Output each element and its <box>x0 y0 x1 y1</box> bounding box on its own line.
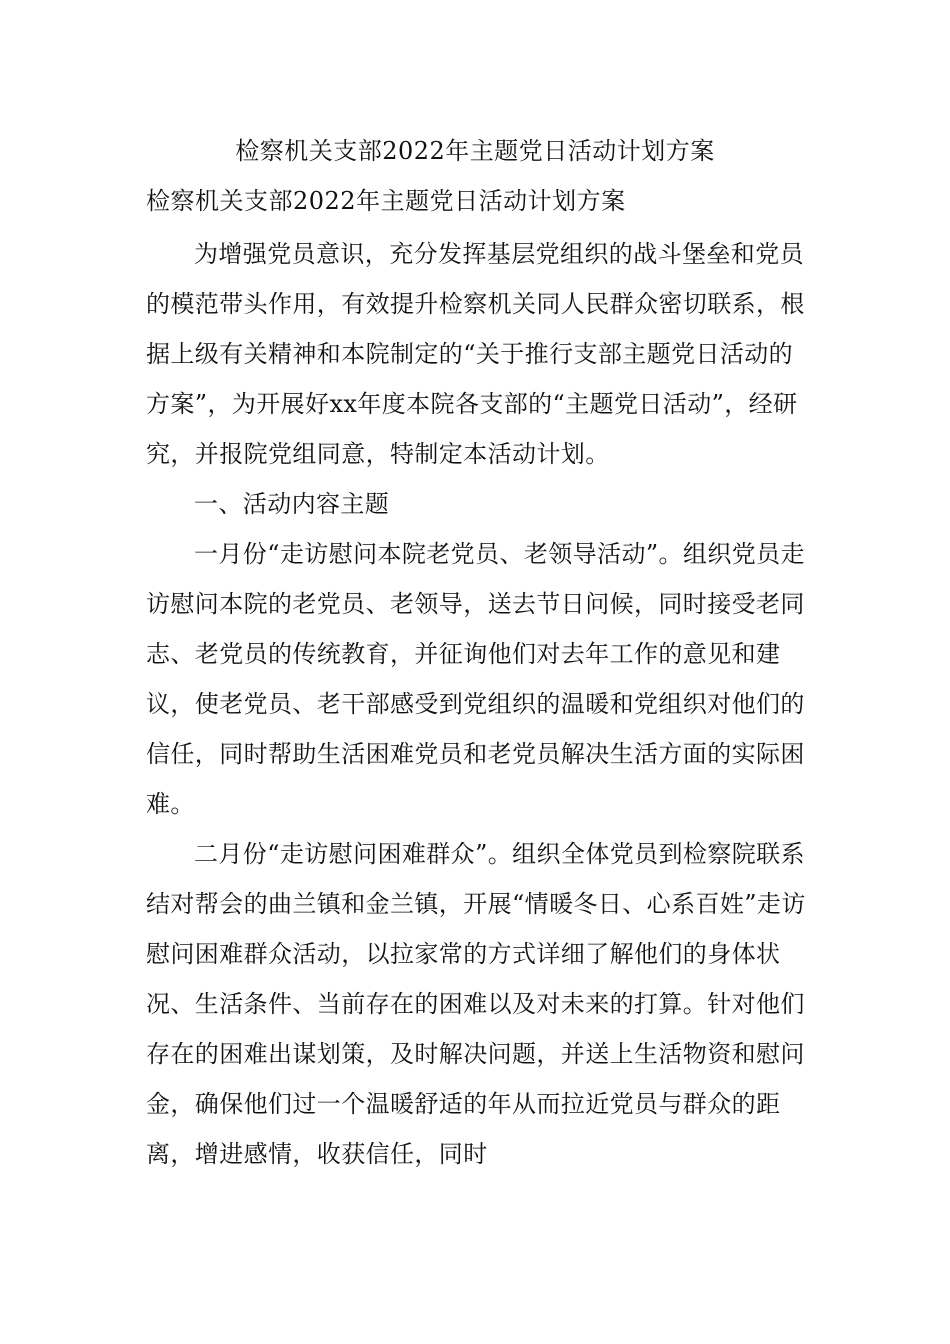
document-subtitle: 检察机关支部2022年主题党日活动计划方案 <box>146 187 626 215</box>
january-paragraph: 一月份“走访慰问本院老党员、老领导活动”。组织党员走访慰问本院的老党员、老领导，送去节日问候，同时接受老同志、老党员的传统教育，并征询他们对去年工作的意见和建议，使老党员、老干部感受到党组织的温暖和党组织对他们的信任，同时帮助生活困难党员和老党员解决生活方面的实际困难。 <box>146 540 805 818</box>
february-paragraph: 二月份“走访慰问困难群众”。组织全体党员到检察院联系结对帮会的曲兰镇和金兰镇，开展“情暖冬日、心系百姓”走访慰问困难群众活动，以拉家常的方式详细了解他们的身体状况、生活条件、当前存在的困难以及对未来的打算。针对他们存在的困难出谋划策，及时解决问题，并送上生活物资和慰问金，确保他们过一个温暖舒适的年从而拉近党员与群众的距离，增进感情，收获信任，同时 <box>146 840 806 1168</box>
section-heading: 一、活动内容主题 <box>194 490 390 518</box>
document-title: 检察机关支部2022年主题党日活动计划方案 <box>235 137 715 165</box>
intro-paragraph: 为增强党员意识，充分发挥基层党组织的战斗堡垒和党员的模范带头作用，有效提升检察机关同人民群众密切联系，根据上级有关精神和本院制定的“关于推行支部主题党日活动的方案”，为开展好xx年度本院各支部的“主题党日活动”，经研究，并报院党组同意，特制定本活动计划。 <box>146 240 805 468</box>
document-body <box>146 229 808 1179</box>
